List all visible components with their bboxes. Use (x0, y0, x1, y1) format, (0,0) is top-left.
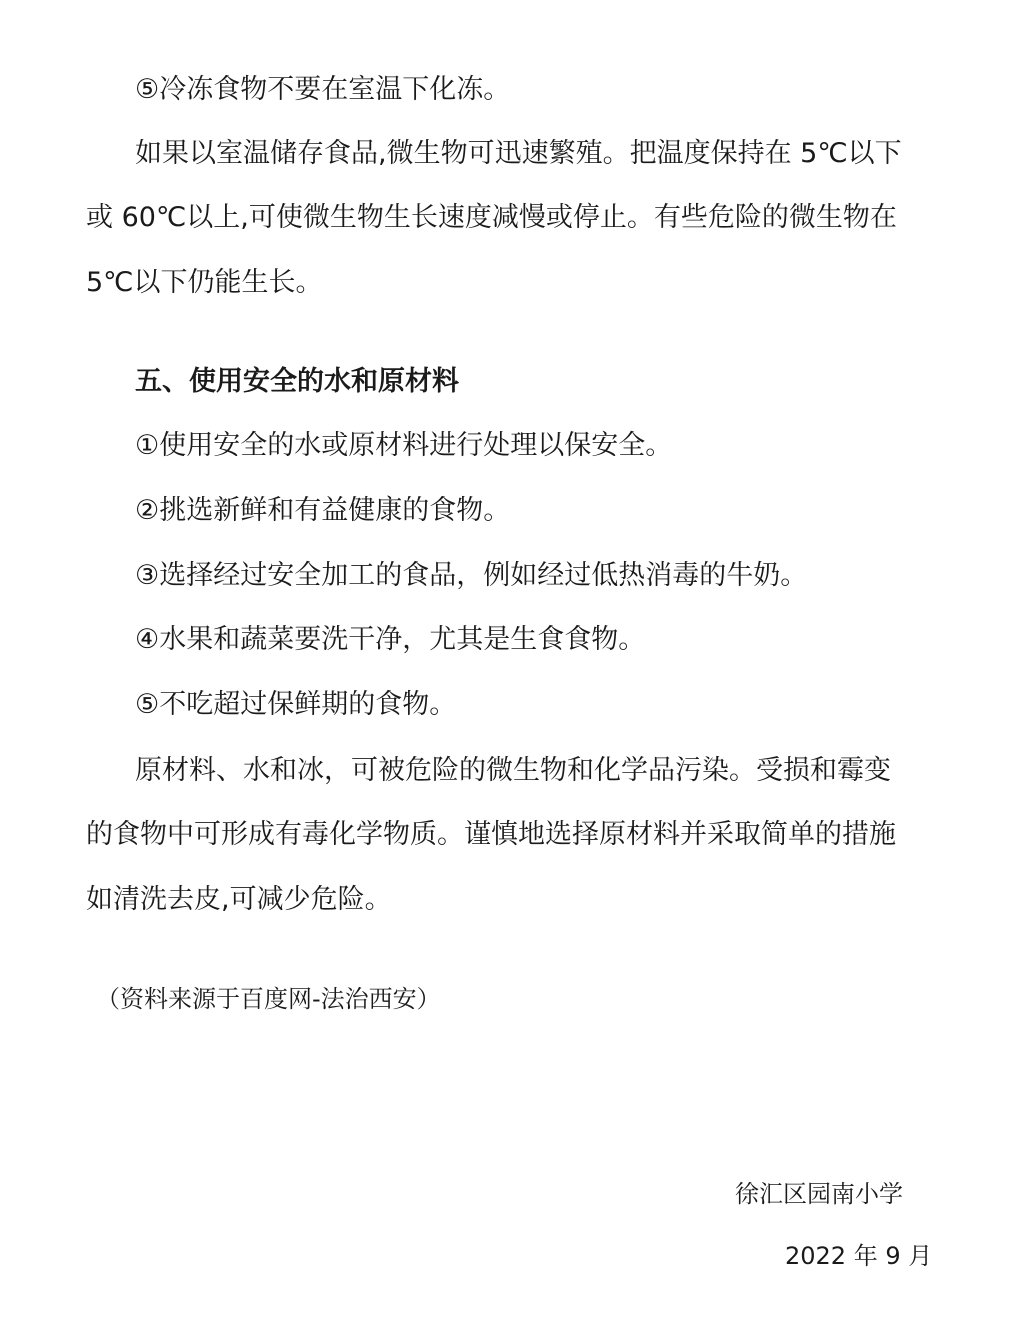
paragraph-line: 5℃以下仍能生长。 (86, 267, 323, 298)
list-item: ②挑选新鲜和有益健康的食物。 (135, 495, 511, 526)
paragraph-line: 如清洗去皮,可减少危险。 (86, 884, 392, 915)
list-item: ④水果和蔬菜要洗干净，尤其是生食食物。 (135, 624, 646, 655)
paragraph-line: 原材料、水和冰，可被危险的微生物和化学品污染。受损和霉变 (135, 755, 891, 786)
list-item: ⑤冷冻食物不要在室温下化冻。 (135, 74, 511, 105)
paragraph-line: 或 60℃以上,可使微生物生长速度减慢或停止。有些危险的微生物在 (86, 202, 897, 233)
list-item: ①使用安全的水或原材料进行处理以保安全。 (135, 430, 673, 461)
paragraph-line: 的食物中可形成有毒化学物质。谨慎地选择原材料并采取简单的措施 (86, 819, 896, 850)
document-date: 2022 年 9 月 (785, 1242, 933, 1270)
paragraph-line: 如果以室温储存食品,微生物可迅速繁殖。把温度保持在 5℃以下 (135, 138, 902, 169)
school-name: 徐汇区园南小学 (735, 1180, 903, 1208)
section-heading: 五、使用安全的水和原材料 (135, 366, 459, 397)
source-note: （资料来源于百度网-法治西安） (96, 985, 441, 1013)
list-item: ③选择经过安全加工的食品，例如经过低热消毒的牛奶。 (135, 560, 808, 591)
list-item: ⑤不吃超过保鲜期的食物。 (135, 689, 457, 720)
